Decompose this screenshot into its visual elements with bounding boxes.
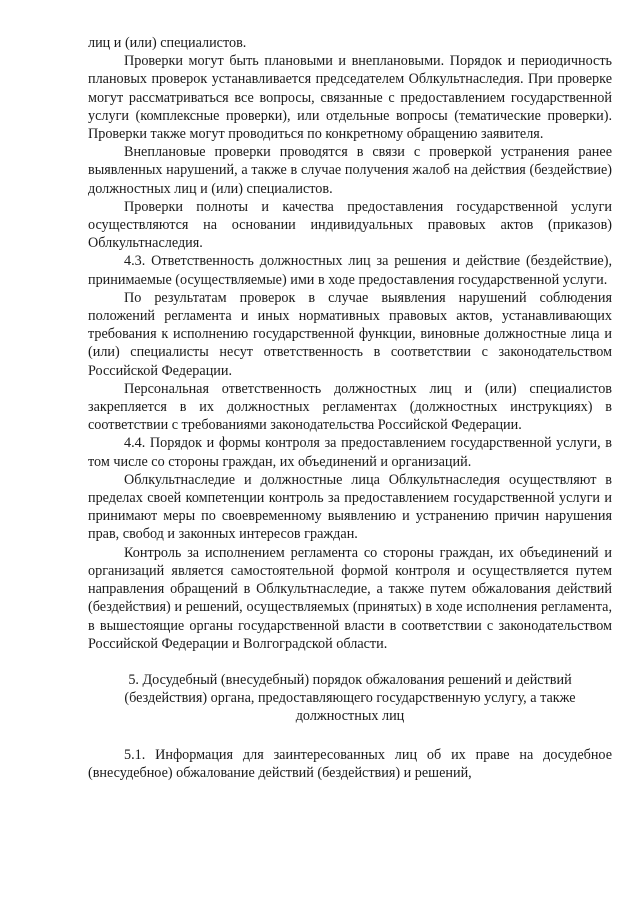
paragraph-citizen-control: Контроль за исполнением регламента со стороны граждан, их объединений и организаций является самостоятельной формой контроля и осуществляется путем направления обращений в Облкультнаследие, а также путем обжалования действий (бездействия) и решений, осуществляемых (принятых) в ходе исполнения регламента, в вышестоящие органы государственной власти в соответствии с законодательством Российской Федерации и Волгоградской области.: [88, 544, 612, 652]
paragraph-continuation: лиц и (или) специалистов.: [88, 35, 247, 51]
section-5-heading: 5. Досудебный (внесудебный) порядок обжалования решений и действий (бездействия) органа, предоставляющего государственную услугу, а также должностных лиц: [124, 671, 576, 725]
document-page: [88, 34, 612, 782]
paragraph-unplanned-inspections: Внеплановые проверки проводятся в связи с проверкой устранения ранее выявленных нарушений, а также в случае получения жалоб на действия (бездействие) должностных лиц и (или) специалистов.: [88, 144, 612, 197]
paragraph-section-4-4: 4.4. Порядок и формы контроля за предоставлением государственной услуги, в том числе со стороны граждан, их объединений и организаций.: [88, 435, 612, 470]
paragraph-inspection-results: По результатам проверок в случае выявления нарушений соблюдения положений регламента и иных нормативных правовых актов, устанавливающих требования к исполнению государственной функции, виновные должностные лица и (или) специалисты несут ответственность в соответствии с законодательством Российской Федерации.: [88, 289, 612, 379]
paragraph-section-4-3: 4.3. Ответственность должностных лиц за решения и действие (бездействие), принимаемые (осуществляемые) ими в ходе предоставления государственной услуги.: [88, 253, 612, 288]
paragraph-section-5-1: 5.1. Информация для заинтересованных лиц об их праве на досудебное (внесудебное) обжалование действий (бездействия) и решений,: [88, 746, 612, 781]
paragraph-personal-responsibility: Персональная ответственность должностных лиц и (или) специалистов закрепляется в их должностных регламентах (должностных инструкциях) в соответствии с требованиями законодательства Российской Федерации.: [88, 380, 612, 434]
paragraph-planned-inspections: Проверки могут быть плановыми и внеплановыми. Порядок и периодичность плановых проверок устанавливается председателем Облкультнаследия. При проверке могут рассматриваться все вопросы, связанные с предоставлением государственной услуги (комплексные проверки), или отдельные вопросы (тематические проверки). Проверки также могут проводиться по конкретному обращению заявителя.: [88, 53, 612, 143]
paragraph-inspection-basis: Проверки полноты и качества предоставления государственной услуги осуществляются на основании индивидуальных правовых актов (приказов) Облкультнаследия.: [88, 198, 612, 252]
paragraph-oblkultnasledie-control: Облкультнаследие и должностные лица Облкультнаследия осуществляют в пределах своей компетенции контроль за предоставлением государственной услуги и принимают меры по своевременному выявлению и устранению причин нарушения прав, свобод и законных интересов граждан.: [88, 471, 612, 543]
